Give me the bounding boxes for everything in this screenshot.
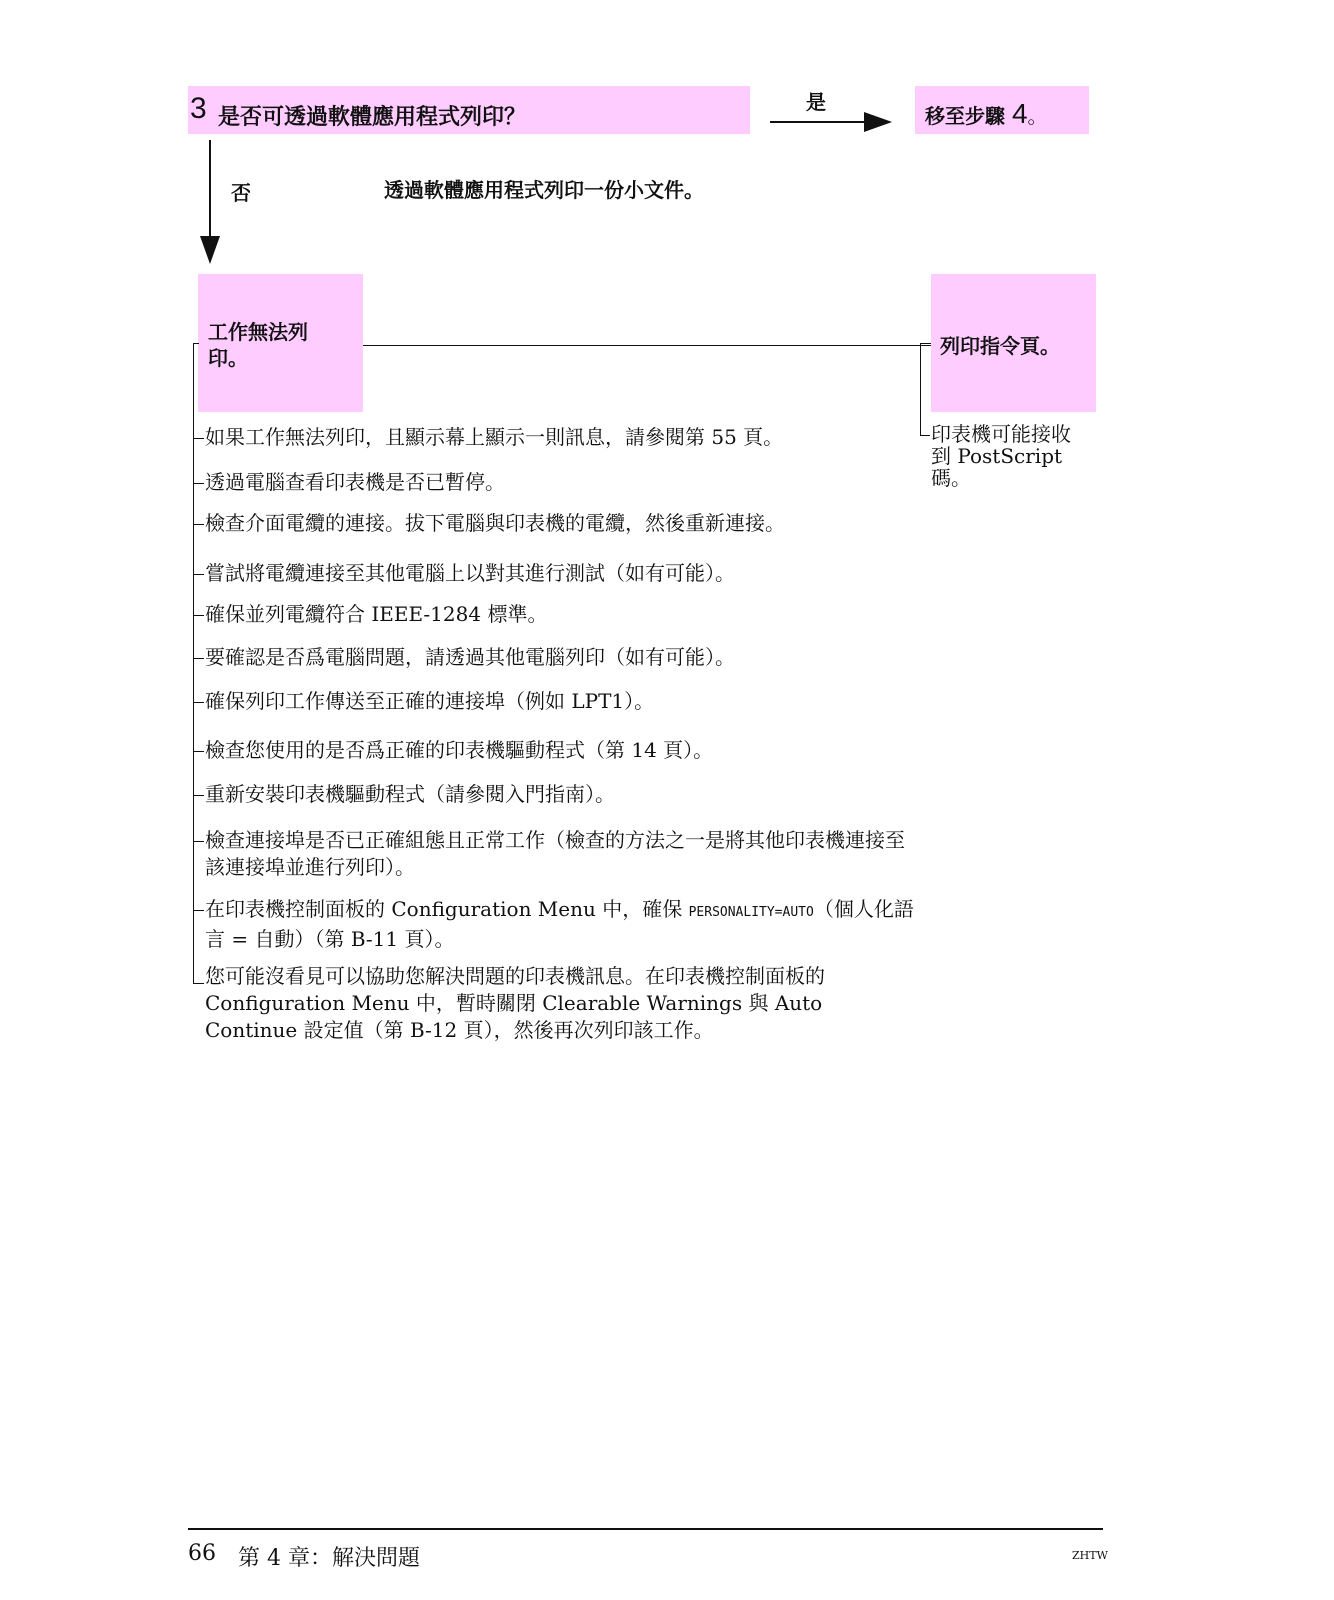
item-tick [194, 438, 204, 439]
step-instruction: 透過軟體應用程式列印一份小文件。 [384, 178, 704, 202]
right-bracket-top [920, 343, 931, 344]
personality-after: （個人化語言 = 自動）（第 B-11 頁）。 [205, 897, 914, 951]
footer-rule [188, 1528, 1103, 1530]
item-tick [194, 910, 204, 911]
goto-suffix: 。 [1027, 104, 1048, 128]
item-tick [194, 841, 204, 842]
list-item-personality [205, 896, 917, 953]
page-number: 66 [188, 1541, 216, 1566]
language-code: ZHTW [1072, 1549, 1108, 1562]
goto-prefix: 移至步驟 [925, 104, 1005, 128]
postscript-note [931, 423, 1071, 489]
item-tick [194, 524, 204, 525]
goto-text [925, 98, 1048, 130]
list-item: 要確認是否爲電腦問題，請透過其他電腦列印（如有可能）。 [205, 645, 735, 669]
step-question: 是否可透過軟體應用程式列印？ [218, 105, 527, 130]
list-item: 檢查您使用的是否爲正確的印表機驅動程式（第 14 頁）。 [205, 738, 714, 762]
postscript-note-line2: 到 PostScript [931, 444, 1063, 468]
yes-label: 是 [806, 90, 826, 114]
print-command-page-box [931, 274, 1096, 412]
list-item: 重新安裝印表機驅動程式（請參閱入門指南）。 [205, 782, 615, 806]
right-bracket-bottom [920, 435, 930, 436]
list-item: 檢查連接埠是否已正確組態且正常工作（檢查的方法之一是將其他印表機連接至該連接埠並進行列印）。 [205, 828, 905, 879]
list-item: 確保並列電纜符合 IEEE-1284 標準。 [205, 602, 548, 626]
postscript-note-line3: 碼。 [931, 466, 971, 490]
yes-arrow-icon [864, 112, 892, 132]
no-arrow-icon [200, 236, 220, 264]
job-fail-box [198, 274, 363, 412]
item-tick [194, 702, 204, 703]
list-item-last: 您可能沒看見可以協助您解決問題的印表機訊息。在印表機控制面板的 Configuration Menu 中，暫時關閉 Clearable Warnings 與 Auto Continue 設定值（第 B-12 頁），然後再次列印該工作。 [205, 964, 825, 1042]
goto-step-number: 4 [1011, 98, 1028, 129]
no-arrow-line [209, 140, 211, 240]
goto-step-box [915, 86, 1089, 134]
item-tick [194, 615, 204, 616]
job-fail-line2: 印。 [208, 346, 248, 370]
yes-arrow-line [770, 121, 870, 123]
print-command-page-label: 列印指令頁。 [940, 334, 1060, 358]
connector-line [363, 345, 931, 346]
item-tick [194, 483, 204, 484]
item-tick [194, 658, 204, 659]
no-label: 否 [231, 181, 251, 205]
list-item: 透過電腦查看印表機是否已暫停。 [205, 470, 505, 494]
personality-before: 在印表機控制面板的 Configuration Menu 中，確保 [205, 897, 689, 921]
left-bracket-top [193, 343, 199, 344]
item-tick [194, 574, 204, 575]
list-item: 檢查介面電纜的連接。拔下電腦與印表機的電纜，然後重新連接。 [205, 511, 785, 535]
list-item: 嘗試將電纜連接至其他電腦上以對其進行測試（如有可能）。 [205, 561, 735, 585]
item-tick [194, 795, 204, 796]
job-fail-line1: 工作無法列 [208, 320, 308, 344]
list-item: 確保列印工作傳送至正確的連接埠（例如 LPT1）。 [205, 689, 655, 713]
chapter-title: 第 4 章：解決問題 [238, 1546, 420, 1571]
step-number: 3 [190, 92, 207, 125]
personality-code: PERSONALITY=AUTO [688, 905, 814, 920]
postscript-note-line1: 印表機可能接收 [931, 422, 1071, 446]
list-item: 如果工作無法列印，且顯示幕上顯示一則訊息，請參閱第 55 頁。 [205, 425, 784, 449]
left-bracket-line [193, 343, 194, 983]
last-item-tick [193, 983, 204, 984]
step-question-box [188, 86, 750, 134]
item-tick [194, 751, 204, 752]
right-bracket-line [920, 343, 921, 436]
